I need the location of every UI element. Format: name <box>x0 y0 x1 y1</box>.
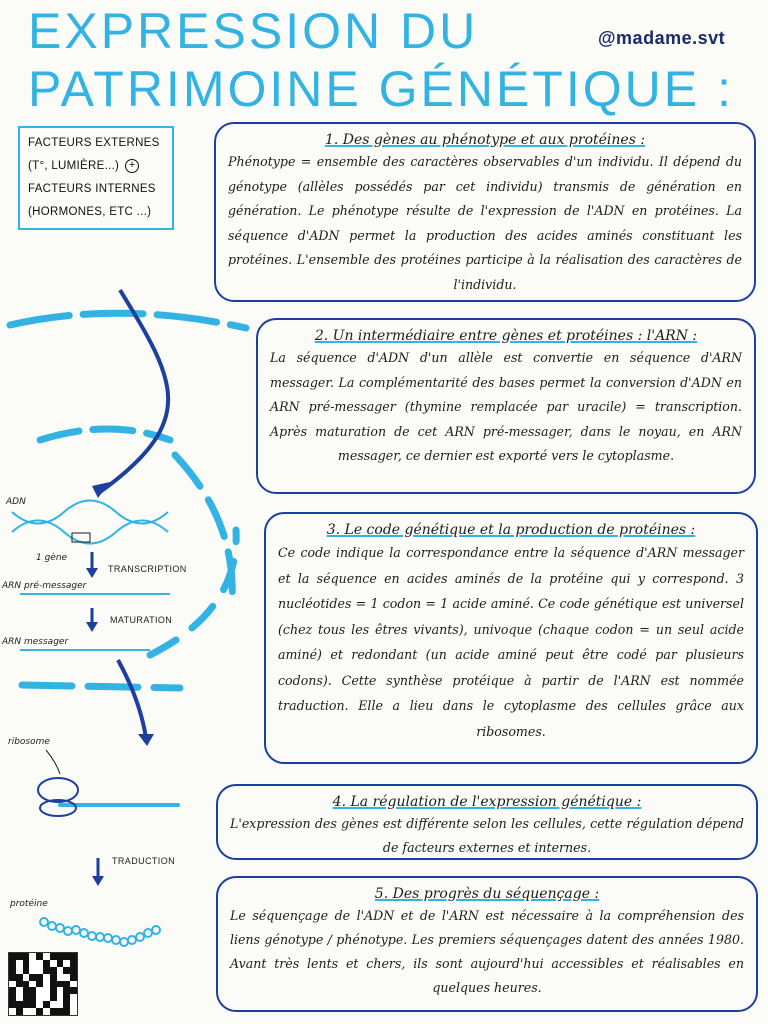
section-4-box <box>216 784 758 860</box>
qr-cell <box>16 1008 23 1015</box>
qr-cell <box>23 1008 30 1015</box>
qr-cell <box>50 987 57 994</box>
qr-cell <box>70 960 77 967</box>
qr-cell <box>70 967 77 974</box>
section-5-body: Le séquençage de l'ADN et de l'ARN est nécessaire à la compréhension des liens génotype / phénotype. Les premiers séquençages datent des années 1980. Avant très lents et chers, ils sont aujourd'hui accessibles et réalisables en quelques heures. <box>230 908 744 995</box>
ribosome-pointer <box>46 750 60 774</box>
section-3-title-text: 3. Le code génétique et la production de protéines : <box>326 522 696 538</box>
qr-cell <box>23 987 30 994</box>
qr-cell <box>23 974 30 981</box>
qr-cell <box>43 987 50 994</box>
traduction-arrow-head-icon <box>92 876 104 886</box>
qr-cell <box>29 1008 36 1015</box>
qr-cell <box>70 1001 77 1008</box>
qr-cell <box>9 987 16 994</box>
qr-cell <box>29 987 36 994</box>
factors-external-examples-text: (T°, LUMIÈRE...) <box>28 160 120 172</box>
qr-cell <box>50 981 57 988</box>
qr-cell <box>63 1001 70 1008</box>
qr-cell <box>36 981 43 988</box>
qr-cell <box>70 953 77 960</box>
cytoplasm-line <box>22 685 180 688</box>
qr-cell <box>70 987 77 994</box>
qr-cell <box>9 1001 16 1008</box>
arn-messager-label: ARN messager <box>2 637 69 647</box>
qr-cell <box>57 974 64 981</box>
section-3-title <box>278 520 744 540</box>
gene-label: 1 gène <box>36 553 68 563</box>
author-handle: @madame.svt <box>598 28 726 48</box>
qr-cell <box>9 967 16 974</box>
qr-cell <box>63 994 70 1001</box>
qr-cell <box>16 981 23 988</box>
factors-box <box>18 126 174 230</box>
page-title-line-2: PATRIMOINE GÉNÉTIQUE : <box>28 61 734 117</box>
qr-cell <box>57 1008 64 1015</box>
traduction-label: TRADUCTION <box>112 856 175 866</box>
section-4-body: L'expression des gènes est différente selon les cellules, cette régulation dépend de facteurs externes et internes. <box>230 816 744 855</box>
qr-cell <box>57 960 64 967</box>
qr-cell <box>29 967 36 974</box>
qr-cell <box>57 981 64 988</box>
qr-cell <box>23 981 30 988</box>
factors-external-examples <box>28 155 164 178</box>
section-5-title-text: 5. Des progrès du séquençage : <box>374 886 600 902</box>
qr-cell <box>36 1001 43 1008</box>
qr-cell <box>36 960 43 967</box>
qr-cell <box>16 960 23 967</box>
qr-cell <box>23 960 30 967</box>
qr-cell <box>16 994 23 1001</box>
qr-cell <box>43 974 50 981</box>
transcription-label: TRANSCRIPTION <box>108 564 187 574</box>
qr-cell <box>43 967 50 974</box>
qr-cell <box>36 987 43 994</box>
qr-cell <box>43 981 50 988</box>
qr-cell <box>23 1001 30 1008</box>
qr-cell <box>50 1008 57 1015</box>
proteine-label: protéine <box>10 899 48 909</box>
export-arrow-head-icon <box>138 734 154 746</box>
qr-cell <box>43 953 50 960</box>
qr-cell <box>50 974 57 981</box>
qr-cell <box>9 994 16 1001</box>
section-2-body: La séquence d'ADN d'un allèle est convertie en séquence d'ARN messager. La complémentarité des bases permet la conversion d'ADN en ARN pré-messager (thymine remplacée par uracile) = transcription. Après maturation de cet ARN pré-messager, dans le noyau, en ARN messager, ce dernier est exporté vers le cytoplasme. <box>270 350 742 463</box>
qr-cell <box>9 1008 16 1015</box>
ribosome-label: ribosome <box>8 737 50 747</box>
section-1-title-text: 1. Des gènes au phénotype et aux protéines : <box>324 132 646 148</box>
qr-cell <box>16 1001 23 1008</box>
export-arrow-curve <box>118 660 146 738</box>
qr-cell <box>50 967 57 974</box>
qr-cell <box>16 987 23 994</box>
qr-cell <box>63 987 70 994</box>
adn-label: ADN <box>6 497 26 507</box>
maturation-arrow-head-icon <box>86 622 98 632</box>
qr-cell <box>16 974 23 981</box>
qr-cell <box>16 967 23 974</box>
qr-cell <box>9 981 16 988</box>
qr-cell <box>29 994 36 1001</box>
qr-cell <box>36 953 43 960</box>
qr-cell <box>9 953 16 960</box>
nucleus-arc-inner <box>40 429 170 440</box>
section-5-title <box>230 884 744 904</box>
qr-cell <box>29 981 36 988</box>
section-1-title <box>228 130 742 150</box>
qr-cell <box>23 953 30 960</box>
qr-cell <box>50 960 57 967</box>
transcription-arrow-head-icon <box>86 568 98 578</box>
qr-cell <box>9 960 16 967</box>
qr-code[interactable] <box>8 952 78 1016</box>
qr-cell <box>63 960 70 967</box>
qr-cell <box>50 994 57 1001</box>
section-4-title <box>230 792 744 812</box>
section-2-box <box>256 318 756 494</box>
qr-cell <box>57 994 64 1001</box>
protein-chain-icon <box>40 918 160 946</box>
section-3-body: Ce code indique la correspondance entre la séquence d'ARN messager et la séquence en acides aminés de la protéine qui y correspond. 3 nucléotides = 1 codon = 1 acide aminé. Ce code génétique est universel (chez tous les êtres vivants), univoque (chaque codon = un seul acide aminé) et redondant (un acide aminé peut être codé par plusieurs codons). Cette synthèse protéique à partir de l'ARN est nommée traduction. Elle a lieu dans le cytoplasme des cellules grâce aux ribosomes. <box>278 545 744 739</box>
qr-cell <box>36 967 43 974</box>
factors-internal-label: FACTEURS INTERNES <box>28 183 156 195</box>
qr-cell <box>29 974 36 981</box>
nucleus-arc-outer <box>10 313 246 328</box>
section-1-body: Phénotype = ensemble des caractères observables d'un individu. Il dépend du génotype (allèles possédés par cet individu) transmis de génération en génération. Le phénotype résulte de l'expression de l'ADN en protéines. La séquence d'ADN permet la production des acides aminés constituant les protéines. L'ensemble des protéines participe à la réalisation des caractères de l'individu. <box>228 154 742 292</box>
qr-cell <box>29 960 36 967</box>
qr-cell <box>9 974 16 981</box>
qr-cell <box>70 1008 77 1015</box>
maturation-label: MATURATION <box>110 615 173 625</box>
qr-cell <box>36 974 43 981</box>
qr-cell <box>63 967 70 974</box>
qr-cell <box>57 967 64 974</box>
qr-cell <box>43 1008 50 1015</box>
qr-cell <box>36 994 43 1001</box>
qr-cell <box>43 1001 50 1008</box>
page-title-line-1: EXPRESSION DU <box>28 3 479 59</box>
nucleus-arc-lower <box>150 530 236 655</box>
plus-icon: + <box>125 159 139 173</box>
section-4-title-text: 4. La régulation de l'expression génétique : <box>332 794 642 810</box>
qr-cell <box>70 974 77 981</box>
qr-cell <box>36 1008 43 1015</box>
section-1-box <box>214 122 756 302</box>
main-arrow-curve <box>100 290 168 492</box>
section-2-title <box>270 326 742 346</box>
qr-cell <box>70 981 77 988</box>
qr-cell <box>63 981 70 988</box>
factors-external-label: FACTEURS EXTERNES <box>28 137 160 149</box>
qr-cell <box>43 994 50 1001</box>
ribosome-large-subunit-icon <box>38 778 78 802</box>
qr-cell <box>63 1008 70 1015</box>
qr-cell <box>63 953 70 960</box>
arn-pre-label: ARN pré-messager <box>2 581 87 591</box>
section-2-title-text: 2. Un intermédiaire entre gènes et protéines : l'ARN : <box>314 328 698 344</box>
qr-cell <box>63 974 70 981</box>
qr-cell <box>16 953 23 960</box>
main-arrow-head-icon <box>92 482 110 498</box>
qr-cell <box>57 987 64 994</box>
qr-cell <box>57 953 64 960</box>
qr-cell <box>57 1001 64 1008</box>
qr-cell <box>70 994 77 1001</box>
qr-cell <box>23 994 30 1001</box>
section-3-box <box>264 512 758 764</box>
qr-cell <box>50 1001 57 1008</box>
qr-cell <box>43 960 50 967</box>
qr-cell <box>29 953 36 960</box>
qr-cell <box>29 1001 36 1008</box>
section-5-box <box>216 876 758 1012</box>
nucleus-arc-side <box>175 455 232 600</box>
factors-internal-examples: (HORMONES, ETC ...) <box>28 206 152 218</box>
qr-cell <box>23 967 30 974</box>
qr-cell <box>50 953 57 960</box>
